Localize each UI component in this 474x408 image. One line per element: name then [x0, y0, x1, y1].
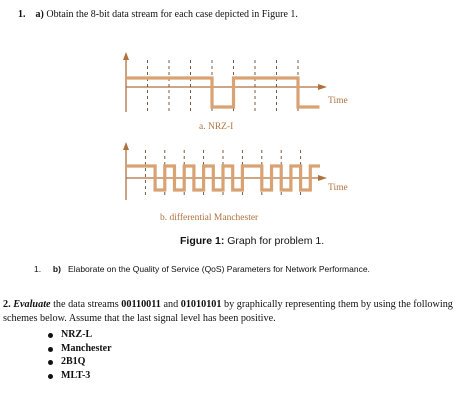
nrz-axis-up-arrow: [123, 52, 129, 60]
nrz-bit-boundaries: [148, 60, 299, 112]
question-1a-text: Obtain the 8-bit data stream for each case depicted in Figure 1.: [46, 9, 298, 20]
question-2: [3, 298, 473, 326]
manchester-time-arrow: [318, 175, 327, 181]
question-1b: [34, 265, 370, 274]
scheme-item: [46, 355, 112, 369]
figure-caption: [180, 236, 324, 247]
nrz-time-label: Time: [328, 96, 348, 106]
bullet-icon: [48, 374, 53, 379]
question-2-text-1: the data streams: [50, 299, 122, 310]
question-1b-part: b): [52, 264, 61, 274]
nrz-time-arrow: [318, 84, 327, 90]
question-1b-number: 1.: [34, 264, 42, 274]
scheme-item: [46, 369, 112, 383]
figure-caption-label: Figure 1:: [180, 235, 225, 247]
differential-manchester-waveform: [126, 166, 320, 190]
differential-manchester-diagram: [123, 142, 348, 223]
scheme-label: 2B1Q: [61, 356, 86, 368]
scheme-label: NRZ-L: [61, 329, 93, 340]
nrz-caption: a. NRZ-I: [199, 122, 234, 132]
question-2-stream-1: 00110011: [121, 299, 161, 310]
nrz-i-waveform: [126, 78, 320, 107]
scheme-item: [46, 342, 112, 356]
question-1b-text: Elaborate on the Quality of Service (QoS) Parameters for Network Performance.: [68, 264, 370, 274]
question-2-verb: Evaluate: [13, 299, 51, 310]
question-2-stream-2: 01010101: [180, 299, 222, 310]
manchester-axis-up-arrow: [123, 142, 129, 150]
scheme-label: MLT-3: [61, 369, 91, 381]
manchester-time-label: Time: [328, 183, 348, 193]
question-1a-part: a): [35, 9, 44, 20]
scheme-item: [46, 328, 112, 342]
question-2-text-2: and: [160, 299, 181, 310]
bullet-icon: [48, 360, 53, 365]
question-2-number: 2.: [3, 299, 11, 310]
nrz-i-diagram: [123, 52, 348, 132]
scheme-label: Manchester: [61, 342, 112, 354]
bullet-icon: [48, 347, 53, 352]
bullet-icon: [48, 333, 53, 338]
question-1a-number: 1.: [18, 9, 26, 20]
schemes-list: [46, 328, 112, 382]
figure-caption-text: Graph for problem 1.: [224, 235, 325, 247]
manchester-caption: b. differential Manchester: [160, 213, 259, 223]
question-2-text-3: by graphically representing them by using the following schemes below. Assume that the last signal level has been positive.: [3, 299, 453, 324]
